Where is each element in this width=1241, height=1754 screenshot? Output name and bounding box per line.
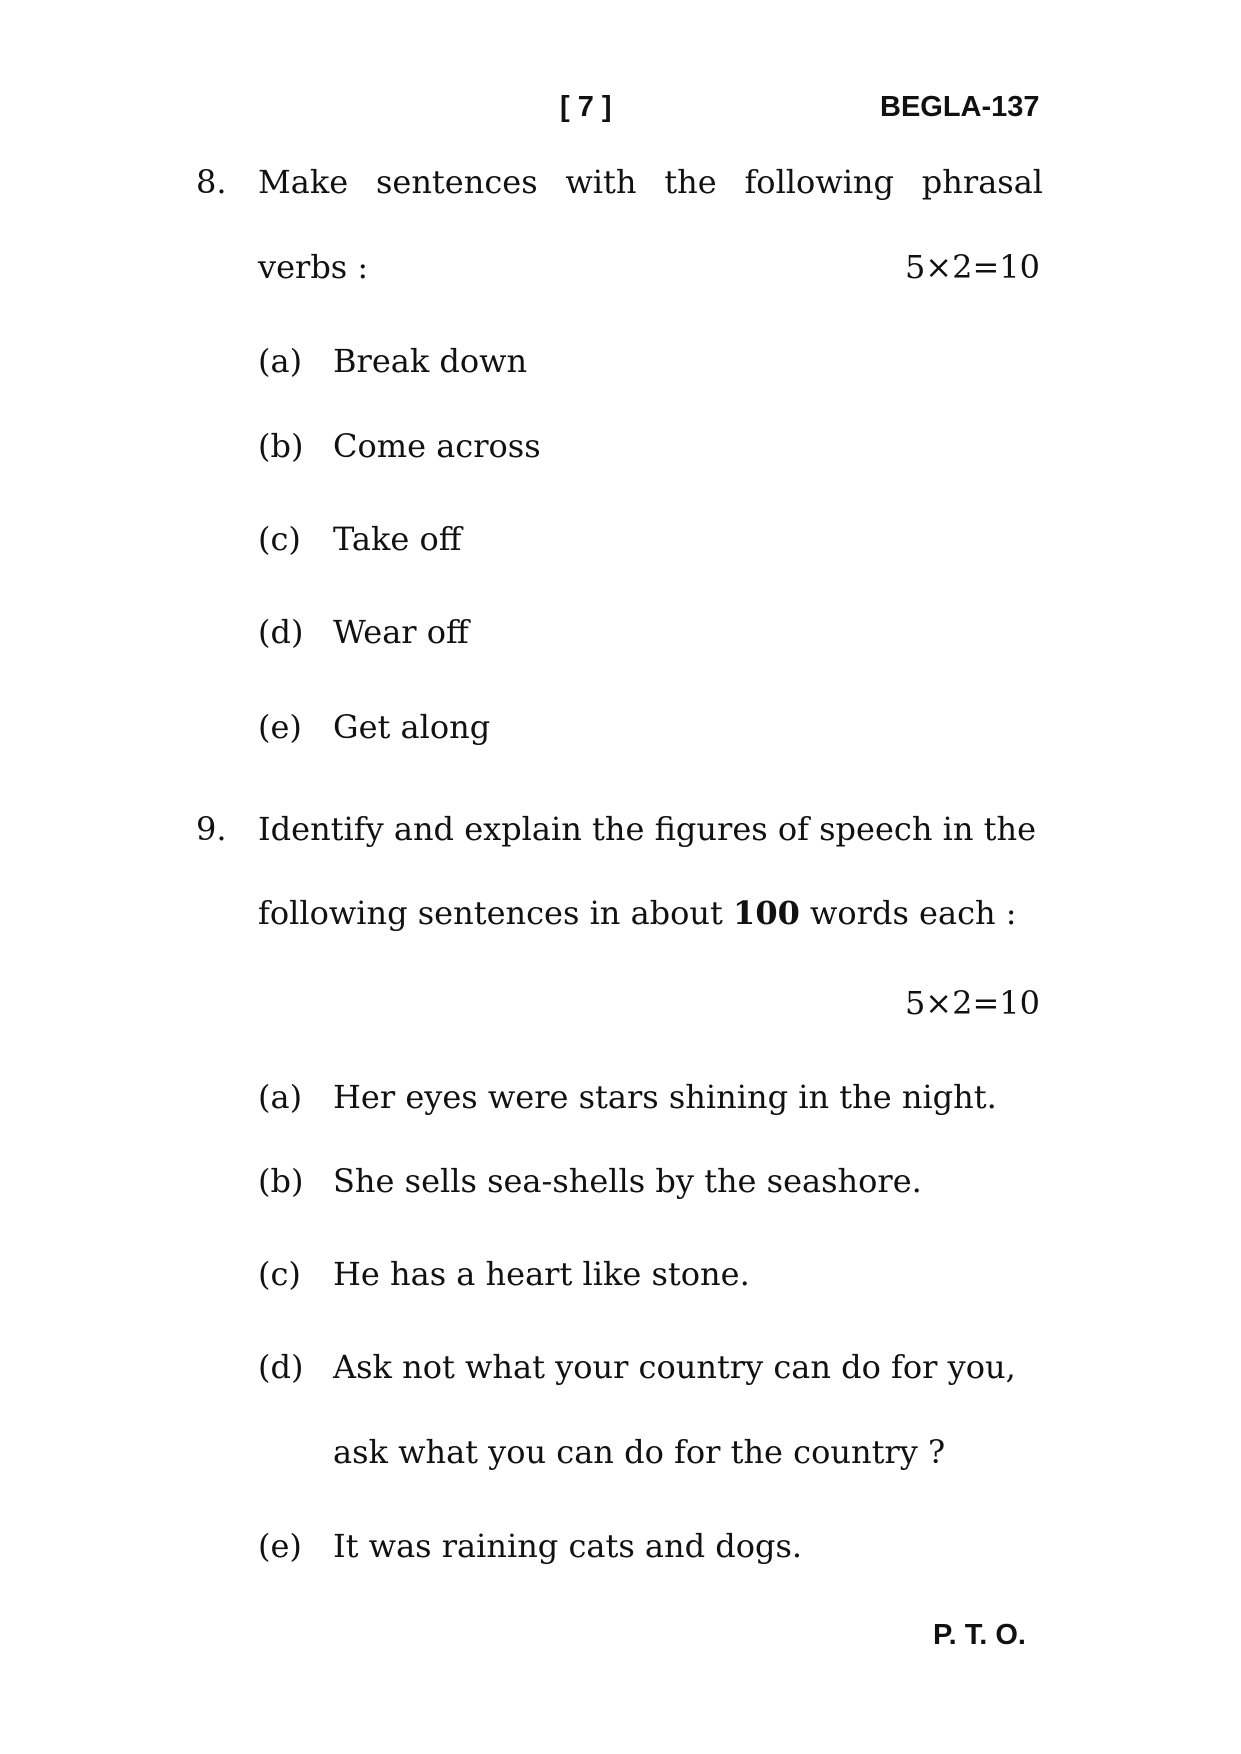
- q8-prompt-line2: verbs :: [258, 248, 369, 286]
- q8-number: 8.: [196, 163, 227, 201]
- q9-item-label: (e): [258, 1527, 302, 1565]
- q8-marks: 5×2=10: [904, 248, 1040, 286]
- q8-item-text: Break down: [333, 342, 528, 380]
- course-code: BEGLA-137: [880, 91, 1040, 123]
- q9-number: 9.: [196, 810, 227, 848]
- q9-item-text: Ask not what your country can do for you,: [333, 1348, 1016, 1386]
- page-number: [ 7 ]: [560, 91, 612, 123]
- q8-prompt-line1: [258, 163, 1043, 201]
- q8-item-label: (e): [258, 708, 302, 746]
- q8-item-text: Get along: [333, 708, 491, 746]
- q8-word: following: [744, 163, 895, 201]
- q9-prompt-text: words each :: [799, 894, 1017, 932]
- q9-prompt-line2: [258, 894, 1017, 932]
- q8-item-text: Come across: [333, 427, 541, 465]
- q9-item-label: (b): [258, 1162, 304, 1200]
- q9-item-label: (c): [258, 1255, 301, 1293]
- q8-word: sentences: [375, 163, 538, 201]
- q8-item-label: (d): [258, 613, 304, 651]
- q9-item-text: He has a heart like stone.: [333, 1255, 750, 1293]
- q9-prompt-line1: Identify and explain the figures of speech in the: [258, 810, 1037, 848]
- q8-item-label: (b): [258, 427, 304, 465]
- q8-item-text: Wear off: [333, 613, 469, 651]
- q9-item-text: It was raining cats and dogs.: [333, 1527, 803, 1565]
- q8-item-label: (a): [258, 342, 303, 380]
- q8-word: Make: [258, 163, 349, 201]
- q9-word-count: 100: [733, 894, 800, 932]
- q9-item-text: She sells sea-shells by the seashore.: [333, 1162, 922, 1200]
- q9-item-text-continued: ask what you can do for the country ?: [333, 1433, 946, 1471]
- q9-marks: 5×2=10: [904, 984, 1040, 1022]
- q9-item-label: (a): [258, 1078, 303, 1116]
- q9-item-text: Her eyes were stars shining in the night.: [333, 1078, 997, 1116]
- q8-word: with: [565, 163, 637, 201]
- q8-item-label: (c): [258, 520, 301, 558]
- q9-item-label: (d): [258, 1348, 304, 1386]
- q8-item-text: Take off: [333, 520, 462, 558]
- q9-prompt-text: following sentences in about: [258, 894, 734, 932]
- q8-word: the: [664, 163, 717, 201]
- q8-word: phrasal: [921, 163, 1043, 201]
- pto-label: P. T. O.: [933, 1619, 1026, 1651]
